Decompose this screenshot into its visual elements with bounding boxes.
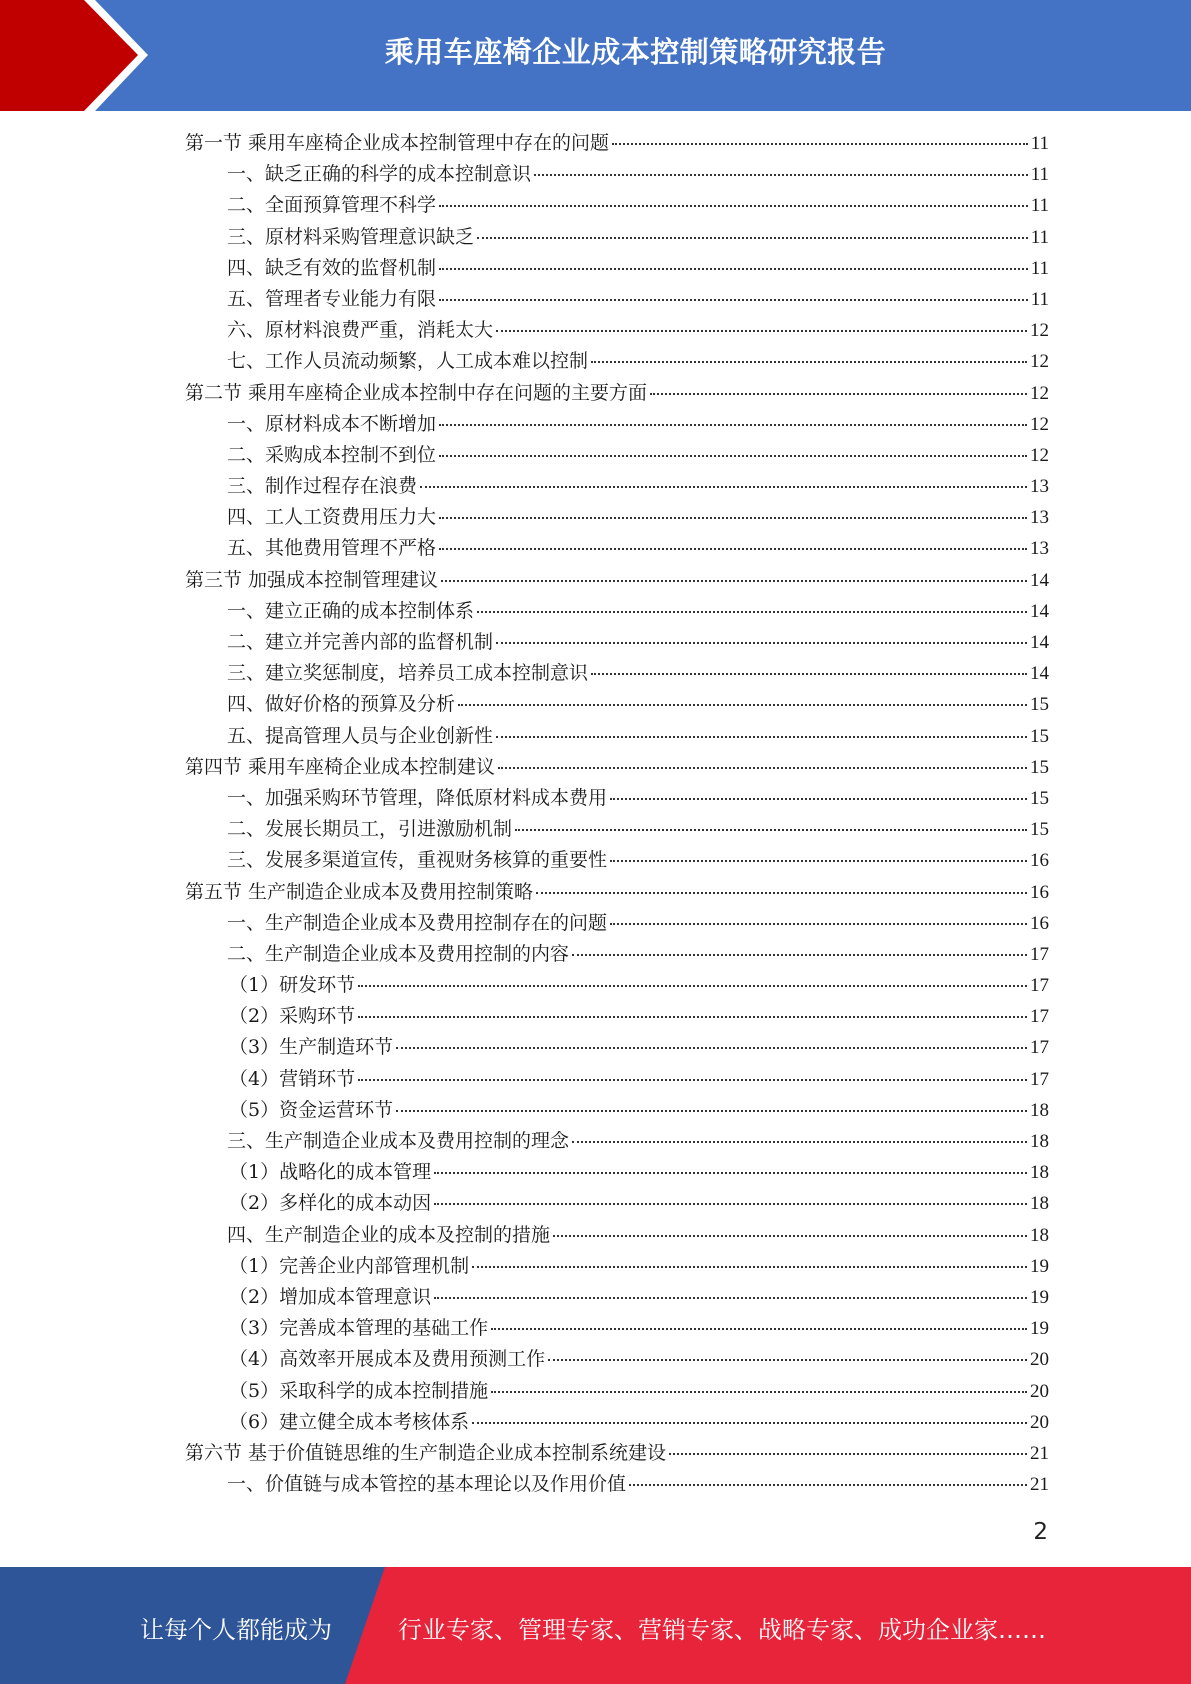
toc-entry-page: 16 [1030, 881, 1049, 903]
toc-dot-leader [612, 143, 1028, 145]
toc-dot-leader [434, 1203, 1027, 1205]
toc-entry-title: 一、原材料成本不断增加 [227, 412, 437, 435]
toc-entry[interactable] [185, 596, 1049, 627]
toc-entry-title: 三、制作过程存在浪费 [227, 475, 418, 498]
toc-entry-page: 17 [1030, 1037, 1049, 1059]
toc-entry-page: 13 [1030, 507, 1049, 529]
toc-entry-page: 11 [1030, 226, 1049, 248]
toc-entry[interactable] [185, 1313, 1049, 1344]
toc-entry-page: 14 [1030, 632, 1049, 653]
toc-dot-leader [458, 704, 1027, 706]
toc-entry-page: 12 [1030, 444, 1049, 466]
toc-dot-leader [420, 486, 1027, 488]
toc-dot-leader [358, 1016, 1027, 1018]
toc-entry-page: 19 [1030, 1255, 1049, 1277]
toc-entry-title: （1）完善企业内部管理机制 [229, 1254, 470, 1277]
toc-entry-page: 21 [1030, 1474, 1049, 1496]
toc-entry-title: 四、缺乏有效的监督机制 [227, 256, 437, 279]
toc-entry-page: 11 [1030, 288, 1049, 310]
toc-dot-leader [358, 985, 1027, 987]
toc-entry-title: （3）生产制造环节 [229, 1036, 394, 1059]
toc-dot-leader [439, 517, 1027, 519]
toc-entry-title: （4）高效率开展成本及费用预测工作 [229, 1348, 546, 1371]
toc-entry[interactable] [185, 159, 1049, 190]
toc-dot-leader [439, 205, 1028, 207]
toc-entry-title: （4）营销环节 [229, 1067, 356, 1090]
toc-dot-leader [572, 1141, 1027, 1143]
toc-entry[interactable] [185, 128, 1049, 159]
toc-entry[interactable] [185, 689, 1049, 720]
toc-dot-leader [477, 237, 1028, 239]
toc-dot-leader [439, 268, 1028, 270]
toc-entry-title: 五、其他费用管理不严格 [227, 537, 437, 560]
toc-dot-leader [553, 1235, 1027, 1237]
table-of-contents [185, 128, 1049, 1500]
toc-entry[interactable] [185, 970, 1049, 1001]
toc-entry-title: 七、工作人员流动频繁，人工成本难以控制 [227, 350, 589, 373]
toc-entry-title: 二、采购成本控制不到位 [227, 443, 437, 466]
toc-entry-page: 11 [1030, 164, 1049, 186]
toc-entry[interactable] [185, 1032, 1049, 1063]
toc-entry[interactable] [185, 253, 1049, 284]
toc-entry-page: 13 [1030, 538, 1049, 560]
toc-entry-page: 11 [1030, 195, 1049, 217]
toc-entry[interactable] [185, 1282, 1049, 1313]
toc-dot-leader [439, 424, 1027, 426]
toc-dot-leader [536, 892, 1027, 894]
toc-entry[interactable] [185, 1407, 1049, 1438]
toc-entry-page: 12 [1030, 413, 1049, 435]
toc-dot-leader [496, 330, 1027, 332]
toc-dot-leader [591, 673, 1027, 675]
toc-entry-page: 16 [1030, 850, 1049, 872]
toc-entry-page: 16 [1030, 912, 1049, 934]
toc-entry[interactable] [185, 284, 1049, 315]
toc-dot-leader [472, 1266, 1027, 1268]
toc-entry[interactable] [185, 190, 1049, 221]
toc-entry-title: 第一节 乘用车座椅企业成本控制管理中存在的问题 [185, 132, 610, 154]
toc-entry-title: 一、生产制造企业成本及费用控制存在的问题 [227, 911, 608, 934]
toc-entry-page: 18 [1030, 1162, 1049, 1184]
toc-entry[interactable] [185, 658, 1049, 689]
toc-entry-title: 一、加强采购环节管理，降低原材料成本费用 [227, 786, 608, 809]
toc-entry-title: （2）增加成本管理意识 [229, 1285, 432, 1308]
toc-entry-page: 12 [1030, 351, 1049, 373]
toc-entry-title: 二、发展长期员工，引进激励机制 [227, 818, 513, 841]
toc-entry-page: 13 [1030, 476, 1049, 498]
toc-entry-page: 17 [1030, 975, 1049, 997]
toc-entry-title: （5）资金运营环节 [229, 1098, 394, 1121]
toc-entry[interactable] [185, 1064, 1049, 1095]
toc-entry[interactable] [185, 1095, 1049, 1126]
toc-dot-leader [650, 393, 1027, 395]
toc-entry-page: 18 [1030, 1224, 1049, 1246]
toc-dot-leader [358, 1079, 1027, 1081]
toc-entry-title: 二、全面预算管理不科学 [227, 194, 437, 217]
toc-entry-title: 四、生产制造企业的成本及控制的措施 [227, 1223, 551, 1246]
toc-dot-leader [396, 1110, 1027, 1112]
toc-entry[interactable] [185, 440, 1049, 471]
toc-entry[interactable] [185, 1376, 1049, 1407]
toc-entry-title: （6）建立健全成本考核体系 [229, 1410, 470, 1433]
toc-entry[interactable] [185, 1001, 1049, 1032]
toc-entry-title: （5）采取科学的成本控制措施 [229, 1379, 489, 1402]
toc-entry[interactable] [185, 222, 1049, 253]
toc-dot-leader [669, 1453, 1027, 1455]
toc-dot-leader [498, 767, 1027, 769]
toc-entry-title: 六、原材料浪费严重，消耗太大 [227, 319, 494, 342]
toc-entry-page: 14 [1030, 569, 1049, 591]
toc-dot-leader [434, 1172, 1027, 1174]
toc-entry[interactable] [185, 783, 1049, 814]
toc-entry[interactable] [185, 1188, 1049, 1219]
document-title: 乘用车座椅企业成本控制策略研究报告 [384, 35, 887, 69]
toc-dot-leader [629, 1484, 1027, 1486]
toc-entry-title: 三、生产制造企业成本及费用控制的理念 [227, 1130, 570, 1152]
toc-entry-page: 14 [1030, 663, 1049, 685]
toc-entry-page: 11 [1030, 133, 1049, 154]
toc-entry-title: 五、提高管理人员与企业创新性 [227, 724, 494, 747]
toc-entry-page: 19 [1030, 1286, 1049, 1308]
toc-dot-leader [572, 954, 1027, 956]
toc-entry[interactable] [185, 814, 1049, 845]
toc-dot-leader [396, 1047, 1027, 1049]
footer-slogan-right: 行业专家、管理专家、营销专家、战略专家、成功企业家…… [398, 1616, 1046, 1644]
toc-entry-page: 15 [1030, 725, 1049, 747]
toc-entry-page: 19 [1030, 1318, 1049, 1340]
toc-entry[interactable] [185, 471, 1049, 502]
toc-entry[interactable] [185, 533, 1049, 564]
toc-entry-page: 17 [1030, 1006, 1049, 1028]
toc-entry[interactable] [185, 908, 1049, 939]
toc-entry[interactable] [185, 939, 1049, 970]
toc-dot-leader [496, 736, 1027, 738]
toc-entry-title: 一、缺乏正确的科学的成本控制意识 [227, 163, 532, 186]
toc-entry-title: 二、生产制造企业成本及费用控制的内容 [227, 942, 570, 965]
toc-entry-title: （1）研发环节 [229, 974, 356, 997]
toc-entry-page: 20 [1030, 1380, 1049, 1402]
toc-entry[interactable] [185, 1251, 1049, 1282]
toc-entry-title: （2）采购环节 [229, 1005, 356, 1028]
toc-entry-page: 18 [1030, 1193, 1049, 1215]
toc-entry[interactable] [185, 1157, 1049, 1188]
footer-slogan-left: 让每个人都能成为 [140, 1616, 332, 1644]
page-number: 2 [1033, 1519, 1048, 1545]
toc-entry-page: 11 [1030, 257, 1049, 279]
toc-entry-title: 二、建立并完善内部的监督机制 [227, 631, 494, 653]
toc-dot-leader [477, 611, 1027, 613]
toc-entry-title: （3）完善成本管理的基础工作 [229, 1317, 489, 1340]
toc-entry-page: 20 [1030, 1349, 1049, 1371]
toc-entry-page: 17 [1030, 1068, 1049, 1090]
toc-entry[interactable] [185, 1469, 1049, 1500]
toc-entry[interactable] [185, 877, 1049, 908]
toc-entry-page: 17 [1030, 943, 1049, 965]
toc-entry-page: 14 [1030, 600, 1049, 622]
toc-entry[interactable] [185, 409, 1049, 440]
toc-entry-page: 18 [1030, 1131, 1049, 1152]
toc-dot-leader [610, 923, 1027, 925]
toc-entry-page: 15 [1030, 694, 1049, 716]
toc-entry-page: 18 [1030, 1099, 1049, 1121]
toc-entry[interactable] [185, 346, 1049, 377]
toc-entry-title: 五、管理者专业能力有限 [227, 287, 437, 310]
toc-dot-leader [472, 1422, 1027, 1424]
toc-entry[interactable] [185, 845, 1049, 876]
toc-entry[interactable] [185, 752, 1049, 783]
toc-entry[interactable] [185, 1220, 1049, 1251]
toc-dot-leader [534, 174, 1028, 176]
toc-dot-leader [491, 1328, 1027, 1330]
toc-dot-leader [591, 361, 1027, 363]
toc-entry[interactable] [185, 1438, 1049, 1469]
toc-entry-page: 12 [1030, 382, 1049, 404]
toc-dot-leader [610, 798, 1027, 800]
toc-entry-title: 第四节 乘用车座椅企业成本控制建议 [185, 755, 496, 778]
toc-entry[interactable] [185, 378, 1049, 409]
toc-entry-title: 三、原材料采购管理意识缺乏 [227, 225, 475, 248]
toc-entry[interactable] [185, 315, 1049, 346]
toc-dot-leader [548, 1359, 1027, 1361]
toc-dot-leader [439, 455, 1027, 457]
toc-dot-leader [439, 548, 1027, 550]
toc-entry-title: 四、做好价格的预算及分析 [227, 693, 456, 716]
toc-entry-page: 12 [1030, 320, 1049, 342]
toc-entry-title: （2）多样化的成本动因 [229, 1192, 432, 1215]
toc-dot-leader [439, 299, 1028, 301]
toc-entry-title: 三、建立奖惩制度，培养员工成本控制意识 [227, 662, 589, 685]
toc-dot-leader [515, 829, 1027, 831]
toc-entry-title: 一、建立正确的成本控制体系 [227, 599, 475, 622]
toc-entry[interactable] [185, 721, 1049, 752]
toc-entry-title: 第二节 乘用车座椅企业成本控制中存在问题的主要方面 [185, 381, 648, 404]
toc-dot-leader [496, 642, 1027, 644]
toc-dot-leader [434, 1297, 1027, 1299]
toc-dot-leader [610, 860, 1027, 862]
toc-entry-page: 21 [1030, 1442, 1049, 1464]
toc-dot-leader [491, 1391, 1027, 1393]
toc-entry-title: 三、发展多渠道宣传，重视财务核算的重要性 [227, 849, 608, 872]
toc-entry-page: 15 [1030, 756, 1049, 778]
toc-entry-title: 第六节 基于价值链思维的生产制造企业成本控制系统建设 [185, 1441, 667, 1464]
toc-entry-page: 15 [1030, 787, 1049, 809]
toc-entry[interactable] [185, 565, 1049, 596]
toc-entry[interactable] [185, 627, 1049, 658]
toc-entry-title: （1）战略化的成本管理 [229, 1161, 432, 1184]
toc-dot-leader [441, 580, 1027, 582]
toc-entry-page: 20 [1030, 1411, 1049, 1433]
toc-entry-title: 四、工人工资费用压力大 [227, 506, 437, 529]
toc-entry-title: 第三节 加强成本控制管理建议 [185, 568, 439, 591]
toc-entry[interactable] [185, 1126, 1049, 1157]
toc-entry-title: 第五节 生产制造企业成本及费用控制策略 [185, 880, 534, 903]
toc-entry[interactable] [185, 502, 1049, 533]
toc-entry[interactable] [185, 1344, 1049, 1375]
toc-entry-page: 15 [1030, 819, 1049, 841]
toc-entry-title: 一、价值链与成本管控的基本理论以及作用价值 [227, 1473, 627, 1496]
